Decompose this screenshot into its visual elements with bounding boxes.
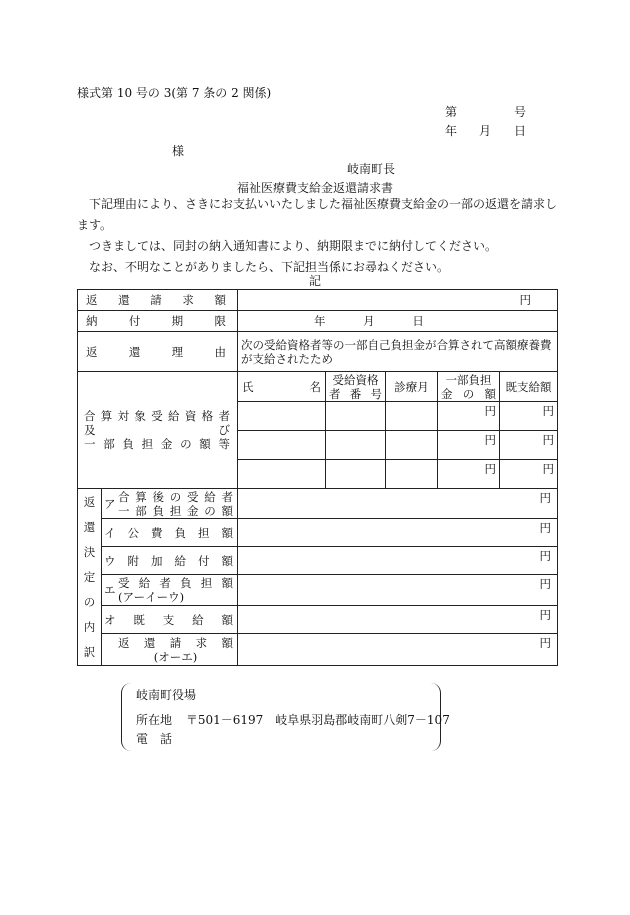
vlabel-char: の (83, 595, 96, 609)
yen-unit: 円 (484, 433, 496, 447)
deadline-value (238, 311, 558, 332)
reason-text: 次の受給資格者等の一部自己負担金が合算されて高額療養費が支給されたため (238, 332, 558, 372)
col-header-qualifier (326, 372, 386, 402)
yen-unit: 円 (542, 404, 555, 418)
vlabel-char: 訳 (83, 645, 96, 659)
claim-table (77, 289, 558, 666)
yen-unit: 円 (539, 521, 552, 535)
doc-number-prefix: 第 (445, 105, 458, 119)
vlabel-char: 定 (83, 570, 96, 584)
date-month: 月 (479, 124, 492, 138)
deadline-year: 年 (314, 314, 326, 328)
yen-unit: 円 (539, 549, 552, 563)
yen-unit: 円 (539, 577, 552, 591)
yen-unit: 円 (519, 293, 532, 307)
contact-phone-label: 電 話 (136, 732, 173, 746)
amount-value (238, 290, 558, 311)
date-day: 日 (514, 124, 527, 138)
vlabel-char: 還 (83, 520, 96, 534)
item-final-label (102, 634, 238, 666)
item-a-mark: ア (104, 496, 116, 511)
section-label-line3: 一部負担金の額等 (84, 437, 230, 451)
paragraph-3: なお、不明なことがありましたら、下記担当係にお尋ねください。 (89, 260, 450, 274)
issuer: 岐南町長 (347, 162, 396, 176)
item-final-line2: (オーエ) (153, 649, 198, 664)
item-e-line2: (アーイーウ) (118, 590, 185, 604)
item-e-mark: エ (104, 583, 116, 597)
yen-unit: 円 (484, 462, 496, 476)
item-u-label: ウ附加給付額 (104, 553, 233, 568)
section-label (78, 372, 238, 489)
col-header-name (238, 372, 326, 402)
vlabel-char: 返 (83, 495, 96, 509)
yen-unit: 円 (484, 404, 496, 418)
deadline-month: 月 (363, 314, 375, 328)
note-mark: 記 (309, 274, 322, 288)
item-a-line2: 一部負担金の額 (118, 503, 233, 518)
yen-unit: 円 (539, 491, 552, 505)
col-header-paid: 既支給額 (500, 372, 558, 402)
yen-unit: 円 (539, 636, 552, 650)
yen-unit: 円 (542, 433, 555, 447)
yen-unit: 円 (542, 462, 555, 476)
item-i-label: イ公費負担額 (104, 525, 233, 540)
item-a-line1: 合算後の受給者 (118, 489, 233, 504)
col-name-a: 氏 (242, 379, 254, 394)
vlabel-char: 内 (83, 620, 96, 634)
contact-office: 岐南町役場 (136, 688, 197, 702)
col-qualifier-2: 者番号 (329, 386, 382, 401)
form-number: 様式第 10 号の 3(第 7 条の 2 関係) (77, 86, 272, 100)
address-value: 〒501－6197 岐阜県羽島郡岐南町八剣7－107 (185, 713, 450, 727)
document-title: 福祉医療費支給金返還請求書 (237, 181, 394, 195)
item-a-label (102, 489, 238, 519)
col-header-month: 診療月 (386, 372, 438, 402)
doc-number-suffix: 号 (514, 105, 527, 119)
col-qualifier-1: 受給資格 (332, 372, 379, 387)
section-label-line2 (84, 423, 230, 437)
col-header-copay (438, 372, 500, 402)
address-label: 所在地 (136, 713, 173, 727)
section-label-line1: 合算対象受給資格者 (84, 409, 230, 423)
body-text (77, 194, 557, 278)
deadline-day: 日 (412, 314, 424, 328)
section-label-and-b: び (218, 423, 230, 437)
item-o-label: オ既支給額 (104, 612, 233, 627)
col-copay-2: 金の額 (441, 386, 496, 401)
addressee-suffix: 様 (172, 144, 185, 158)
item-e-line1: 受給者負担額 (118, 576, 233, 590)
paragraph-2: つきましては、同封の納入通知書により、納期限までに納付してください。 (89, 239, 498, 253)
decision-vertical-label (78, 489, 102, 666)
section-label-and-a: 及 (84, 423, 96, 437)
date-year: 年 (445, 124, 458, 138)
item-e-label (102, 575, 238, 606)
col-name-b: 名 (309, 379, 321, 394)
amount-label: 返還請求額 (86, 293, 226, 307)
item-final-line1: 返還請求額 (118, 635, 233, 650)
deadline-label: 納付期限 (86, 314, 226, 328)
contact-address-row (136, 711, 450, 728)
paragraph-1: 下記理由により、さきにお支払いいたしました福祉医療費支給金の一部の返還を請求します。 (77, 197, 558, 232)
vlabel-char: 決 (83, 545, 96, 559)
reason-label: 返還理由 (86, 344, 226, 359)
col-copay-1: 一部負担 (445, 372, 492, 387)
yen-unit: 円 (539, 608, 552, 622)
